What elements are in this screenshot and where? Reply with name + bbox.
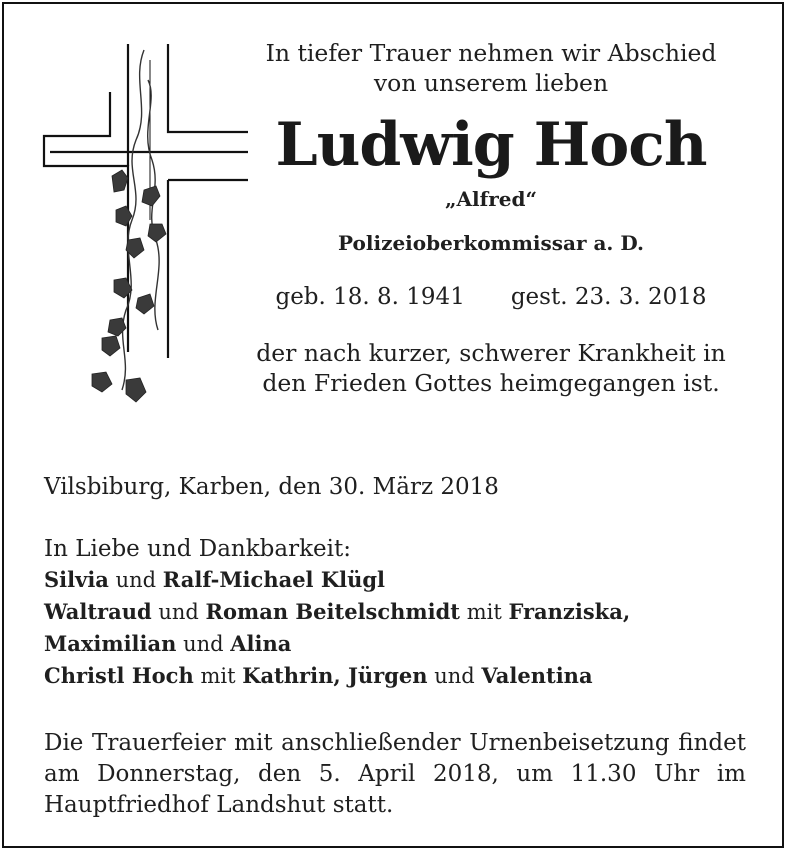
- family-line: Silvia und Ralf-Michael Klügl: [44, 567, 386, 592]
- nickname: „Alfred“: [445, 187, 537, 211]
- header-block: [236, 38, 746, 398]
- passing-line-1: der nach kurzer, schwerer Krankheit in: [256, 339, 726, 367]
- intro-text: [236, 38, 746, 98]
- family-line: Christl Hoch mit Kathrin, Jürgen und Valentina: [44, 663, 593, 688]
- place-date: Vilsbiburg, Karben, den 30. März 2018: [44, 474, 499, 500]
- passing-text: [236, 338, 746, 398]
- deceased-name: Ludwig Hoch: [275, 110, 707, 180]
- thanks-block: [44, 534, 764, 692]
- funeral-service-text: Die Trauerfeier mit anschließender Urnenbeisetzung findet am Donnerstag, den 5. April 2018, um 11.30 Uhr im Hauptfriedhof Landshut statt.: [44, 730, 746, 818]
- family-line: Waltraud und Roman Beitelschmidt mit Franziska,: [44, 599, 631, 624]
- life-dates: [236, 282, 746, 312]
- cross-with-ivy-icon: [40, 40, 252, 420]
- intro-line-1: In tiefer Trauer nehmen wir Abschied: [265, 39, 717, 67]
- thanks-heading: In Liebe und Dankbarkeit:: [44, 536, 351, 562]
- intro-line-2: von unserem lieben: [373, 69, 609, 97]
- rank-title: Polizeioberkommissar a. D.: [338, 231, 644, 255]
- passing-line-2: den Frieden Gottes heimgegangen ist.: [262, 369, 720, 397]
- death-date: gest. 23. 3. 2018: [510, 284, 707, 310]
- birth-date: geb. 18. 8. 1941: [275, 284, 465, 310]
- family-line: Maximilian und Alina: [44, 631, 292, 656]
